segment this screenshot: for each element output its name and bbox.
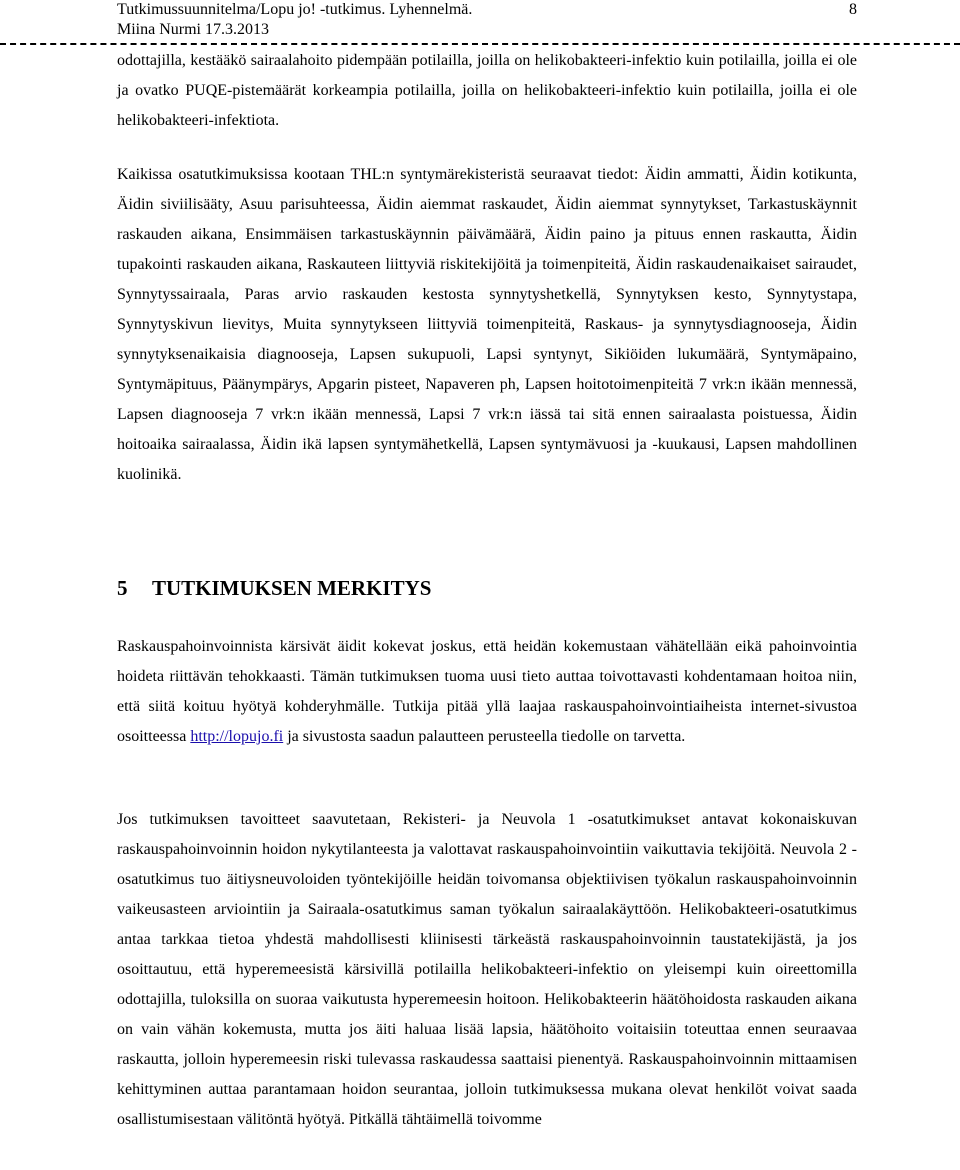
paragraph-goals — [117, 805, 857, 1135]
lopujo-link[interactable]: http://lopujo.fi — [190, 728, 284, 745]
paragraph-text — [117, 632, 857, 752]
header-title: Tutkimussuunnitelma/Lopu jo! -tutkimus. Lyhennelmä. — [117, 1, 473, 18]
paragraph-text: Kaikissa osatutkimuksissa kootaan THL:n syntymärekisteristä seuraavat tiedot: Äidin ammatti, Äidin kotikunta, Äidin siviilisääty, Asuu parisuhteessa, Äidin aiemmat raskaudet, Äidin aiemmat synnytykset, Tarkastuskäynnit raskauden aikana, Ensimmäisen tarkastuskäynnin päivämäärä, Äidin paino ja pituus ennen raskautta, Äidin tupakointi raskauden aikana, Raskauteen liittyviä riskitekijöitä ja toimenpiteitä, Äidin raskaudenaikaiset sairaudet, Synnytyssairaala, Paras arvio raskauden kestosta synnytyshetkellä, Synnytyksen kesto, Synnytystapa, Synnytyskivun lievitys, Muita synnytykseen liittyviä toimenpiteitä, Raskaus- ja synnytysdiagnooseja, Äidin synnytyksenaikaisia diagnooseja, Lapsen sukupuoli, Lapsi syntynyt, Sikiöiden lukumäärä, Syntymäpaino, Syntymäpituus, Päänympärys, Apgarin pisteet, Napaveren ph, Lapsen hoitotoimenpiteitä 7 vrk:n ikään mennessä, Lapsen diagnooseja 7 vrk:n ikään mennessä, Lapsi 7 vrk:n iässä tai sitä ennen sairaalasta poistuessa, Äidin hoitoaika sairaalassa, Äidin ikä lapsen syntymähetkellä, Lapsen syntymävuosi ja -kuukausi, Lapsen mahdollinen kuolinikä. — [117, 166, 857, 483]
section-number: 5 — [117, 576, 128, 600]
paragraph-text-part: Raskauspahoinvoinnista kärsivät äidit kokevat joskus, että heidän kokemustaan vähätellään eikä pahoinvointia hoideta riittävän tehokkaasti. Tämän tutkimuksen tuoma uusi tieto auttaa toivottavasti kohdentamaan hoitoa niin, että siitä koituu hyötyä kohderyhmälle. Tutkija pitää yllä laajaa raskauspahoinvointiaiheista internet-sivustoa osoitteessa — [117, 638, 857, 745]
paragraph-text: odottajilla, kestääkö sairaalahoito pidempään potilailla, joilla on helikobakteeri-infektio kuin potilailla, joilla ei ole ja ovatko PUQE-pistemäärät korkeampia potilailla, joilla on helikobakteeri-infektio kuin potilailla, joilla ei ole helikobakteeri-infektiota. — [117, 52, 857, 129]
paragraph-continuation — [117, 46, 857, 136]
paragraph-data-fields — [117, 160, 857, 490]
page-number: 8 — [849, 1, 857, 18]
section-heading — [117, 573, 431, 603]
section-title: TUTKIMUKSEN MERKITYS — [152, 576, 432, 600]
header-divider — [0, 43, 960, 45]
paragraph-text-part: ja sivustosta saadun palautteen perusteella tiedolle on tarvetta. — [283, 728, 686, 745]
header-author-date: Miina Nurmi 17.3.2013 — [117, 21, 269, 38]
paragraph-significance — [117, 632, 857, 752]
page-header — [117, 0, 857, 40]
paragraph-text: Jos tutkimuksen tavoitteet saavutetaan, Rekisteri- ja Neuvola 1 -osatutkimukset antavat kokonaiskuvan raskauspahoinvoinnin hoidon nykytilanteesta ja valottavat raskauspahoinvointiin vaikuttavia tekijöitä. Neuvola 2 -osatutkimus tuo äitiysneuvoloiden työntekijöille heidän toivomansa objektiivisen työkalun raskauspahoinvoinnin vaikeusasteen arviointiin ja Sairaala-osatutkimus saman työkalun sairaalakäyttöön. Helikobakteeri-osatutkimus antaa tarkkaa tietoa yhdestä mahdollisesti kliinisesti tärkeästä raskauspahoinvoinnin taustatekijästä, ja jos osoittautuu, että hyperemeesistä kärsivillä potilailla helikobakteeri-infektio on yleisempi kuin oireettomilla odottajilla, tuloksilla on suoraa vaikutusta hyperemeesin hoitoon. Helikobakteerin häätöhoidosta raskauden aikana on vain vähän kokemusta, mutta jos äiti haluaa lisää lapsia, häätöhoito voitaisiin toteuttaa ennen seuraavaa raskautta, jolloin hyperemeesin riski tulevassa raskaudessa saattaisi pienentyä. Raskauspahoinvoinnin mittaamisen kehittyminen auttaa parantamaan hoidon seurantaa, jolloin tutkimuksessa mukana olevat henkilöt voivat saada osallistumisestaan välitöntä hyötyä. Pitkällä tähtäimellä toivomme — [117, 811, 857, 1128]
